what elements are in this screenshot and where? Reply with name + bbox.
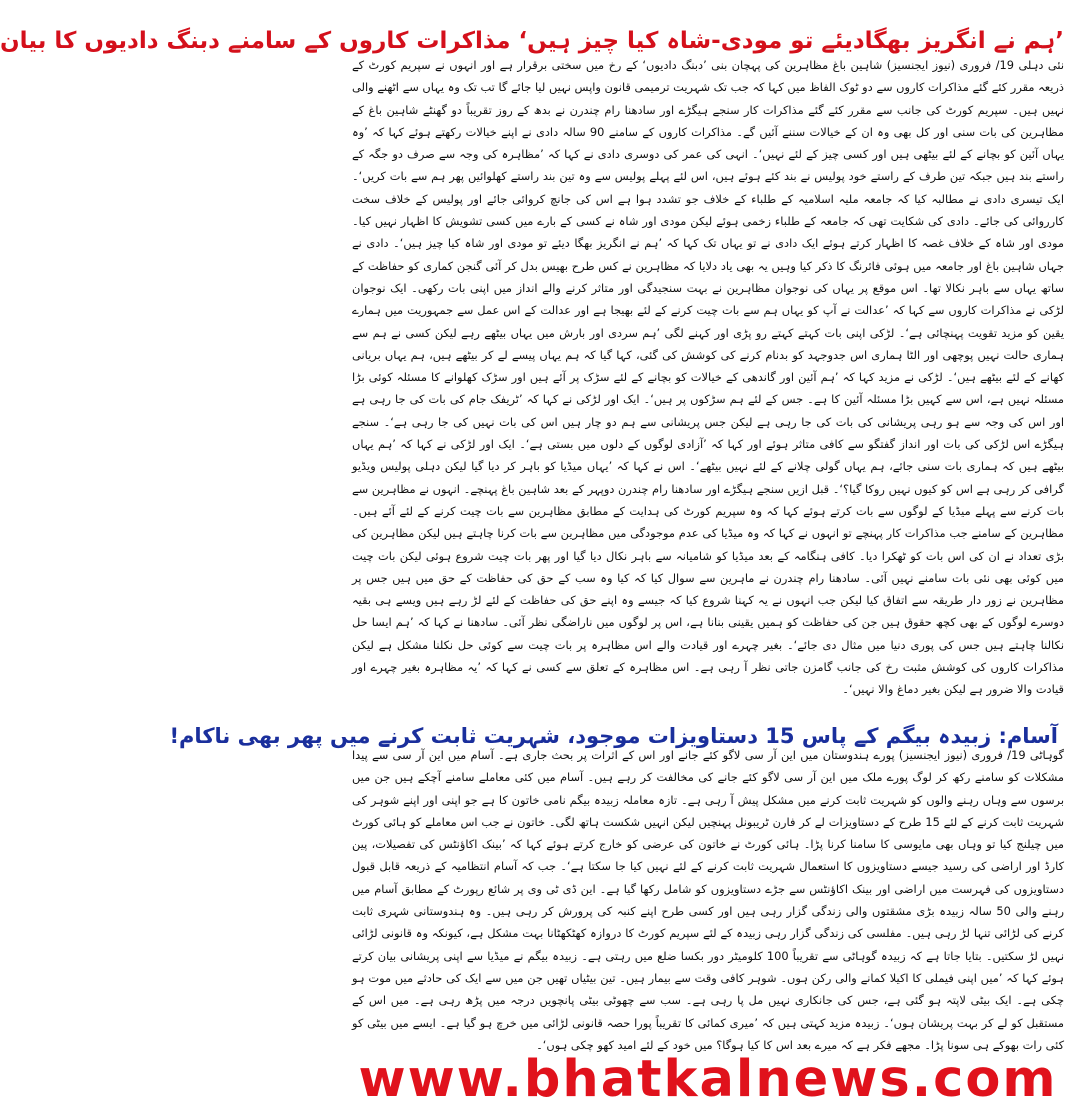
website-footer: www.bhatkalnews.com xyxy=(358,1050,1058,1109)
second-article-body xyxy=(352,744,1065,1052)
headline: ’ہم نے انگریز بھگادیئے تو مودی-شاہ کیا چیز ہیں‘ مذاکرات کاروں کے سامنے دبنگ دادیوں کا بیان xyxy=(0,28,1064,55)
article-body xyxy=(352,54,1064,697)
subheadline: آسام: زبیدہ بیگم کے پاس 15 دستاویزات موجود، شہریت ثابت کرنے میں پھر بھی ناکام! xyxy=(169,724,1058,749)
article-paragraph: نئی دہلی 19/ فروری (نیوز ایجنسیز) شاہین باغ مظاہرین کی پہچان بنی ’دبنگ دادیوں‘ کے رخ میں سختی برقرار ہے اور انہوں نے سپریم کورٹ کے ذریعہ مقرر کئے گئے مذاکرات کاروں سے دو ٹوک الفاظ میں کہا کہ جب تک شہریت ترمیمی قانون واپس نہیں لیا جائے گا تب تک وہ یہاں سے اٹھنے والی نہیں ہیں۔ سپریم کورٹ کی جانب سے مقرر کئے گئے مذاکرات کار سنجے ہیگڑے اور سادھنا رام چندرن نے بدھ کے روز تقریباً دو گھنٹے شاہین باغ کے مظاہرین کی بات سنی اور کل بھی وہ ان کے خیالات سننے آئیں گے۔ مذاکرات کاروں کے سامنے 90 سالہ دادی نے اپنے خیالات رکھتے ہوئے کہا کہ ’وہ یہاں آئین کو بچانے کے لئے بیٹھی ہیں اور کسی چیز کے لئے نہیں‘۔ انہی کی عمر کی دوسری دادی نے کہا کہ ’مظاہرہ کی وجہ سے صرف دو جگہ کے راستے بند ہیں جبکہ تین طرف کے راستے خود پولیس نے بند کئے ہوئے ہیں، اس لئے پہلے پولیس سے وہ تین بند راستے کھلوائیں پھر ہم سے بات کریں‘۔ ایک تیسری دادی نے مطالبہ کیا کہ جامعہ ملیہ اسلامیہ کے طلباء کے خلاف جو تشدد ہوا ہے اس کی جانچ کروائی جائے اور پولیس کے خلاف سخت کارروائی کی جائے۔ دادی کی شکایت تھی کہ جامعہ کے طلباء زخمی ہوئے لیکن مودی اور شاہ نے کسی کے بارے میں کسی تشویش کا اظہار نہیں کیا۔ مودی اور شاہ کے خلاف غصہ کا اظہار کرتے ہوئے ایک دادی نے تو یہاں تک کہا کہ ’ہم نے انگریز بھگا دیئے تو مودی اور شاہ کیا چیز ہیں‘۔ دادی نے جہاں شاہین باغ اور جامعہ میں ہوئی فائرنگ کا ذکر کیا وہیں یہ بھی یاد دلایا کہ مظاہرین نے کس طرح بھیس بدل کر آئی گنجن کماری کو حفاظت کے ساتھ یہاں سے باہر نکالا تھا۔ اس موقع پر یہاں کی نوجوان مظاہرین نے بہت سنجیدگی اور متاثر کرنے والے انداز میں اپنی بات رکھی۔ ایک نوجوان لڑکی نے مذاکرات کاروں سے کہا کہ ’عدالت نے آپ کو یہاں ہم سے بات چیت کرنے کے لئے بھیجا ہے اور عدالت کے اس عمل سے جمہوریت میں ہمارے یقین کو مزید تقویت پہنچائی ہے‘۔ لڑکی اپنی بات کہتے کہتے رو پڑی اور کہنے لگی ’ہم سردی اور بارش میں یہاں بیٹھے رہے لیکن کسی نے ہم سے ہماری حالت نہیں پوچھی اور الٹا ہماری اس جدوجہد کو بدنام کرنے کی کوشش کی گئی، کہا گیا کہ ہم یہاں پیسے لے کر بیٹھے ہیں، ہم یہاں بریانی کھانے کے لئے بیٹھے ہیں‘۔ لڑکی نے مزید کہا کہ ’ہم آئین اور گاندھی کے خیالات کو بچانے کے لئے سڑک پر آئے ہیں اور سڑک کھلوانے کا مسئلہ کوئی بڑا مسئلہ نہیں ہے، اس سے کہیں بڑا مسئلہ آئین کا ہے۔ جس کے لئے ہم سڑکوں پر ہیں‘۔ ایک اور لڑکی نے کہا کہ ’ٹریفک جام کی بات کی جا رہی ہے اور اس کی وجہ سے ہو رہی پریشانی کی بات کی جا رہی ہے لیکن جس پریشانی سے ہم دو چار ہیں اس کی بات نہیں کی جا رہی ہے‘۔ سنجے ہیگڑے اس لڑکی کی بات اور انداز گفتگو سے کافی متاثر ہوئے اور کہا کہ ’آزادی لوگوں کے دلوں میں بستی ہے‘۔ ایک اور لڑکی نے کہا کہ ’ہم یہاں بیٹھے ہیں کہ ہماری بات سنی جائے، ہم یہاں گولی چلانے کے لئے نہیں بیٹھے‘۔ اس نے کہا کہ ’یہاں میڈیا کو باہر کر دیا گیا لیکن دہلی پولیس ویڈیو گرافی کر رہی ہے اس کو کیوں نہیں روکا گیا؟‘۔ قبل ازیں سنجے ہیگڑے اور سادھنا رام چندرن دوپہر کے بعد شاہین باغ پہنچے۔ انہوں نے مظاہرین سے بات کرنے سے پہلے میڈیا کے لوگوں سے بات کرتے ہوئے کہا کہ وہ سپریم کورٹ کی ہدایت کے مطابق مظاہرین سے بات چیت کرنے کے لئے آئے ہیں۔ مظاہرین کے سامنے جب مذاکرات کار پہنچے تو انہوں نے کہا کہ وہ میڈیا کی عدم موجودگی میں مظاہرین سے بات کرنا چاہتے ہیں لیکن مظاہرین کی بڑی تعداد نے ان کی اس بات کو ٹھکرا دیا۔ کافی ہنگامہ کے بعد میڈیا کو شامیانہ سے باہر نکال دیا گیا اور پھر بات چیت شروع ہوئی لیکن بات چیت میں کوئی بھی نئی بات سامنے نہیں آئی۔ سادھنا رام چندرن نے ماہرین سے سوال کیا کہ کیا وہ سب کے حق کی حفاظت کے حق میں ہیں جس پر مظاہرین نے زور دار طریقہ سے اتفاق کیا لیکن جب انہوں نے یہ کہنا شروع کیا کہ جیسے وہ اپنے حق کی حفاظت کے لئے لڑ رہے ہیں ویسے ہی بقیہ دوسرے لوگوں کے بھی کچھ حقوق ہیں جن کی حفاظت کو ہمیں یقینی بنانا ہے، اس پر لوگوں میں ناراضگی نظر آئی۔ سادھنا نے کہا کہ ’ہم ایسا حل نکالنا چاہتے ہیں جس کی پوری دنیا میں مثال دی جائے‘۔ بغیر چہرے اور قیادت والے اس مظاہرہ پر بات چیت سے کوئی حل نکلنا مشکل ہے لیکن مذاکرات کاروں کی کوشش مثبت رخ کی جانب گامزن جاتی نظر آ رہی ہے۔ اس مظاہرہ کے تعلق سے کسی نے کہا کہ ’یہ مظاہرہ بغیر چہرے اور قیادت والا ضرور ہے لیکن بغیر دماغ والا نہیں‘۔ xyxy=(352,58,1064,697)
article-paragraph: گوہاٹی 19/ فروری (نیوز ایجنسیز) پورے ہندوستان میں این آر سی لاگو کئے جانے اور اس کے اثرات پر بحث جاری ہے۔ آسام میں این آر سی سے پیدا مشکلات کو سامنے رکھ کر لوگ پورے ملک میں این آر سی لاگو کئے جانے کی مخالفت کر رہے ہیں۔ آسام میں کئی معاملے سامنے آچکے ہیں جن میں برسوں سے وہاں رہنے والوں کو شہریت ثابت کرنے میں مشکل پیش آ رہی ہے۔ تازہ معاملہ زبیدہ بیگم نامی خاتون کا ہے جو اپنی اور اپنے شوہر کی شہریت ثابت کرنے کے لئے 15 طرح کے دستاویزات لے کر فارن ٹریبونل پہنچیں لیکن انہیں شکست ہاتھ لگی۔ خاتون نے جب اس معاملے کو ہائی کورٹ میں چیلنج کیا تو وہاں بھی مایوسی کا سامنا کرنا پڑا۔ ہائی کورٹ نے خاتون کی عرضی کو خارج کرتے ہوئے کہا کہ ’بینک اکاؤنٹس کی تفصیلات، پین کارڈ اور اراضی کی رسید جیسے دستاویزوں کا استعمال شہریت ثابت کرنے کے لئے نہیں کیا جا سکتا ہے‘۔ جب کہ آسام انتظامیہ کے ذریعہ قابل قبول دستاویزوں کی فہرست میں اراضی اور بینک اکاؤنٹس سے جڑے دستاویزوں کو شامل رکھا گیا ہے۔ این ڈی ٹی وی پر شائع رپورٹ کے مطابق آسام میں رہنے والی 50 سالہ زبیدہ بڑی مشقتوں والی زندگی گزار رہی ہیں اور کسی طرح اپنے کنبہ کی پرورش کر رہی ہیں۔ وہ ہندوستانی شہری ثابت کرنے کی لڑائی تنہا لڑ رہی ہیں۔ مفلسی کی زندگی گزار رہی زبیدہ کے لئے سپریم کورٹ کا دروازہ کھٹکھٹانا بہت مشکل ہے، کیونکہ وہ قانونی لڑائی نہیں لڑ سکتیں۔ بتایا جاتا ہے کہ زبیدہ گوہاٹی سے تقریباً 100 کلومیٹر دور بکسا ضلع میں رہتی ہے۔ زبیدہ بیگم نے میڈیا سے اپنی پریشانی بیان کرتے ہوئے کہا کہ ’میں اپنی فیملی کا اکیلا کمانے والی رکن ہوں۔ شوہر کافی وقت سے بیمار ہیں۔ تین بیٹیاں تھیں جن میں سے ایک کی حادثے میں موت ہو چکی ہے۔ ایک بیٹی لاپتہ ہو گئی ہے، جس کی جانکاری نہیں مل پا رہی ہے۔ سب سے چھوٹی بیٹی پانچویں درجہ میں پڑھ رہی ہے۔ میں اس کے مستقبل کو لے کر بہت پریشان ہوں‘۔ زبیدہ مزید کہتی ہیں کہ ’میری کمائی کا تقریباً پورا حصہ قانونی لڑائی میں خرچ ہو گیا ہے۔ ایسے میں بیٹی کو کئی رات بھوکے ہی سونا پڑا۔ مجھے فکر ہے کہ میرے بعد اس کا کیا ہوگا؟ میں خود کے لئے امید کھو چکی ہوں‘۔ xyxy=(352,748,1065,1052)
